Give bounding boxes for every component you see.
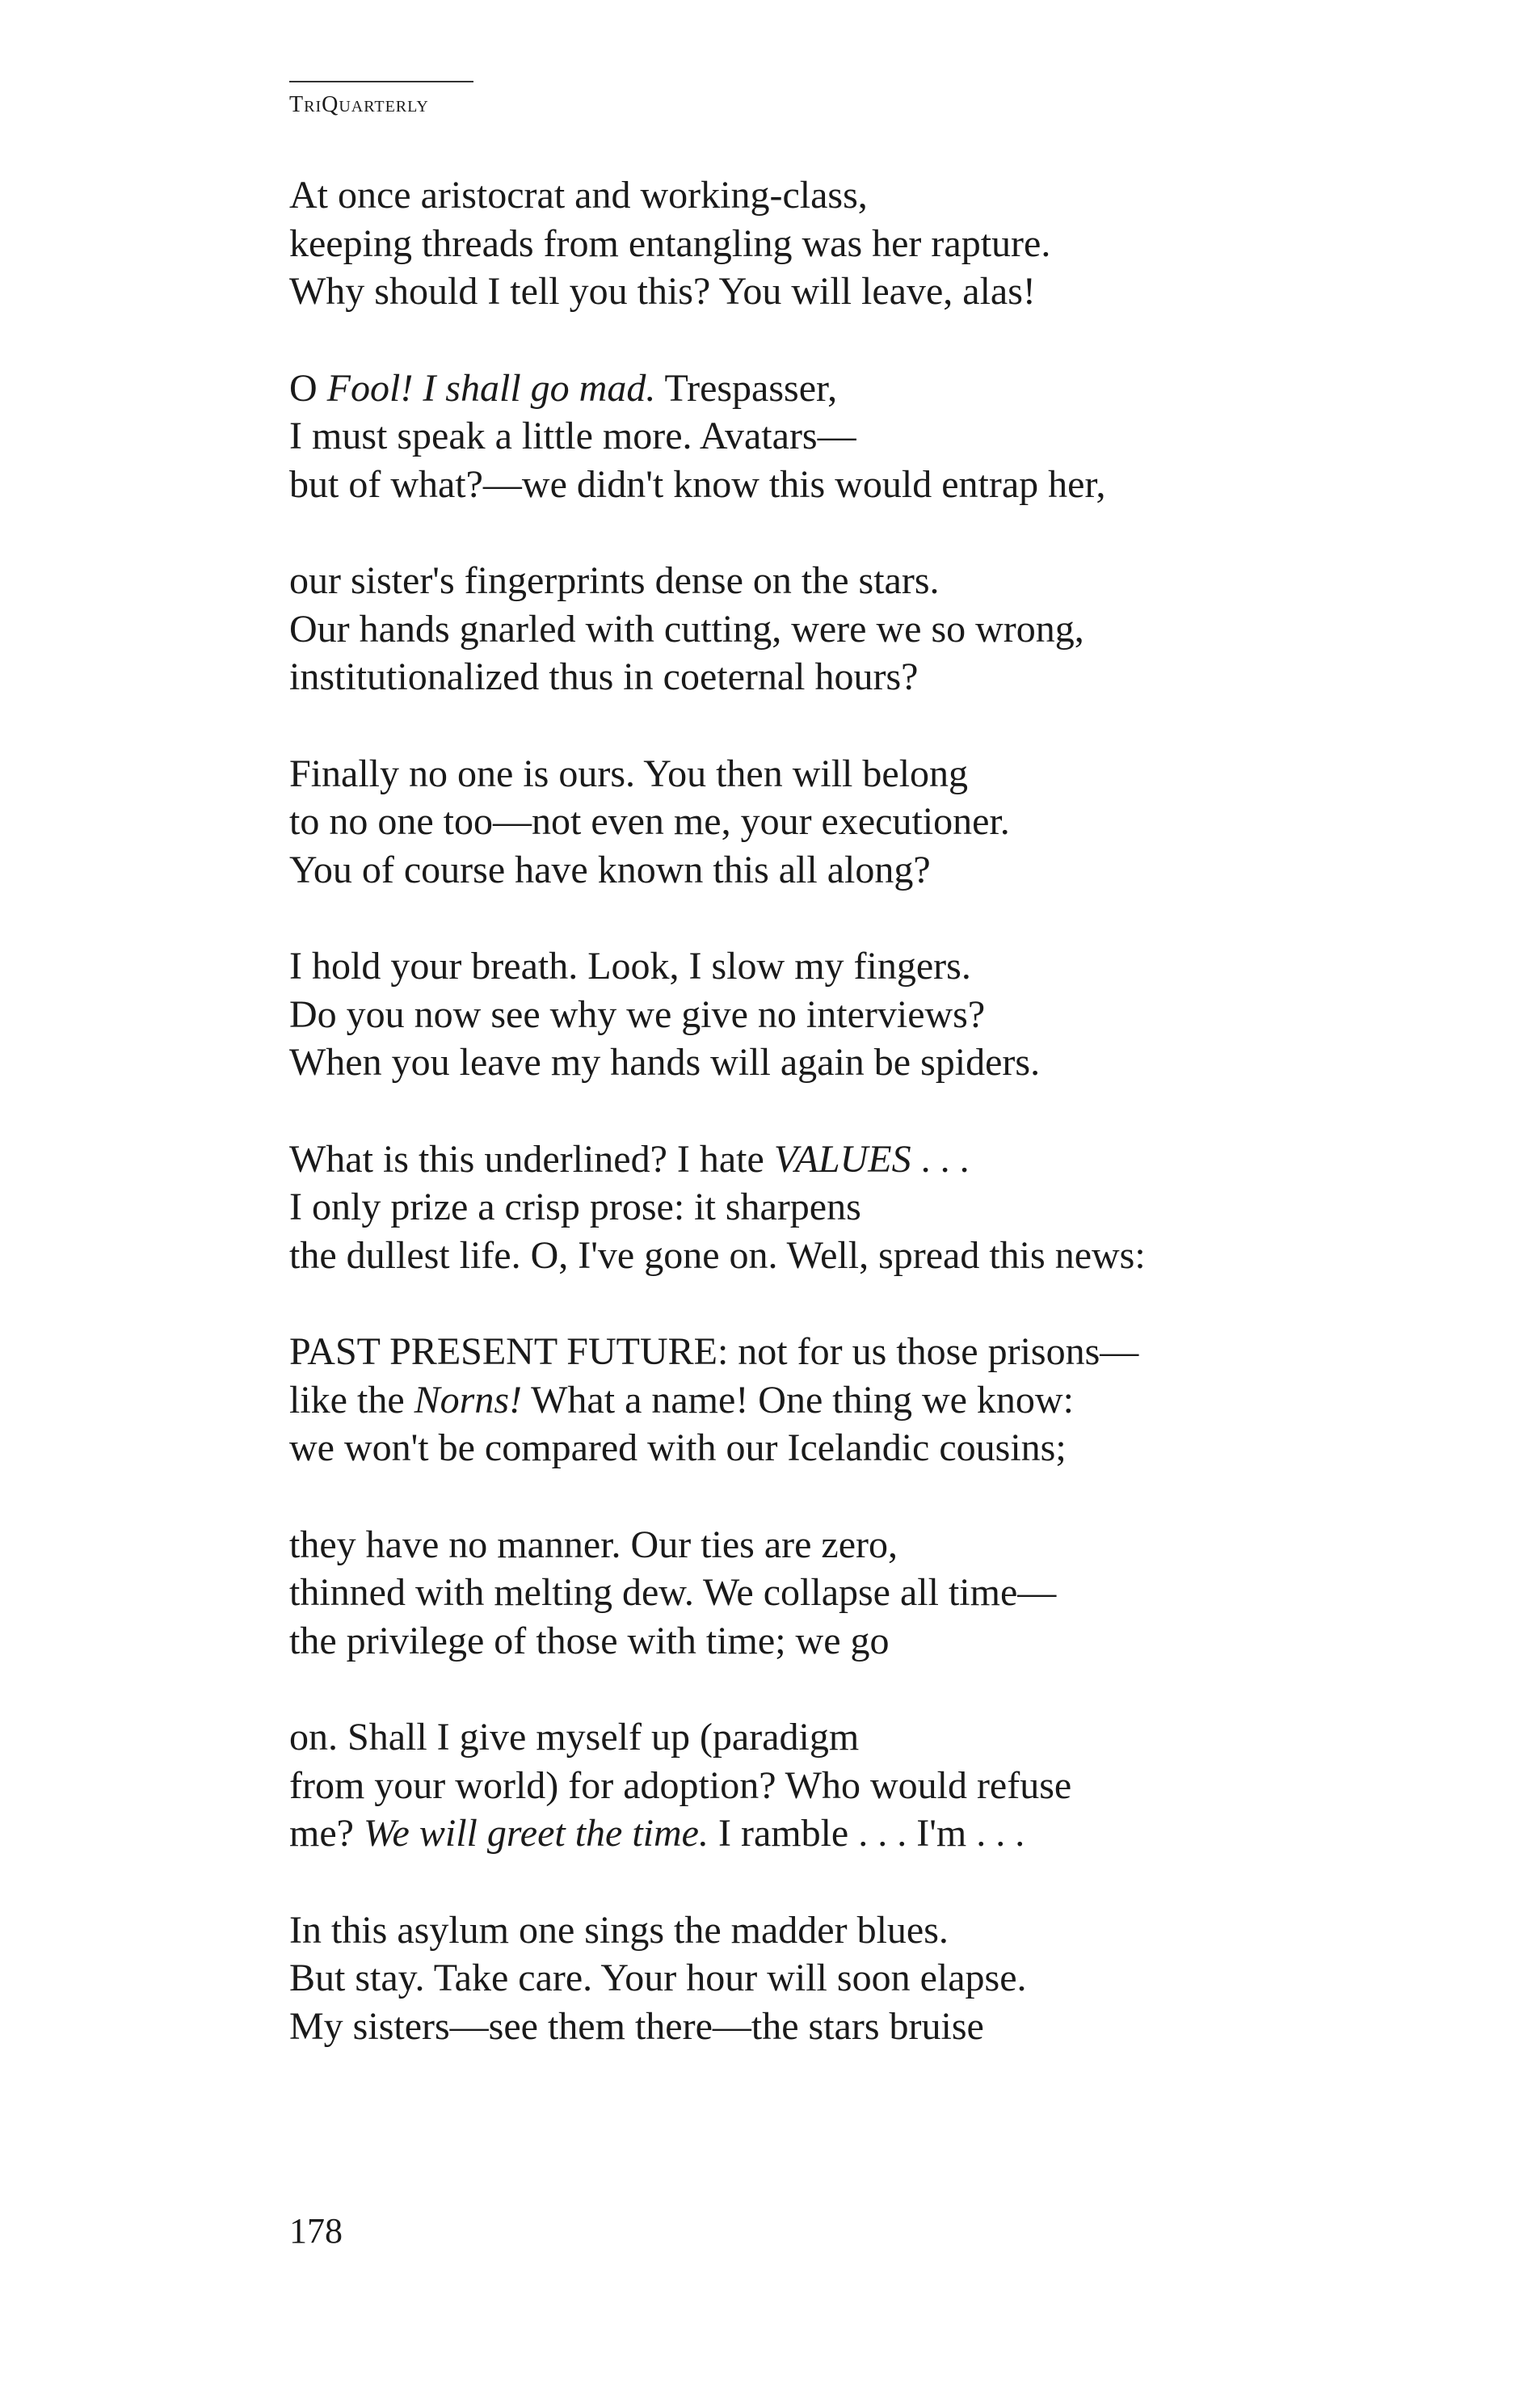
italic-phrase: Fool! I shall go mad. [326,366,656,410]
italic-phrase: VALUES [773,1137,911,1181]
stanza [289,1328,1420,1472]
stanza [289,1713,1420,1858]
poem-line: You of course have known this all along? [289,848,931,891]
poem-line: My sisters—see them there—the stars bruise [289,2004,984,2048]
poem-line: they have no manner. Our ties are zero, [289,1523,898,1566]
poem-line: the privilege of those with time; we go [289,1619,890,1662]
stanza [289,750,1420,895]
poem-line: O Fool! I shall go mad. Trespasser, [289,366,838,410]
poem-line: we won't be compared with our Icelandic cousins; [289,1426,1067,1469]
poem-line: me? We will greet the time. I ramble . . . I'm . . . [289,1812,1025,1855]
poem-line: When you leave my hands will again be spiders. [289,1041,1041,1084]
poem-line: At once aristocrat and working-class, [289,174,868,217]
poem-line: Our hands gnarled with cutting, were we so wrong, [289,607,1084,651]
poem-line: on. Shall I give myself up (paradigm [289,1716,860,1759]
poem-line: Why should I tell you this? You will leave, alas! [289,270,1036,313]
poem-line: keeping threads from entangling was her rapture. [289,221,1051,265]
page-number: 178 [289,2211,343,2251]
poem-line: the dullest life. O, I've gone on. Well, spread this news: [289,1233,1146,1277]
italic-phrase: We will greet the time. [363,1812,709,1855]
stanza [289,942,1420,1087]
stanza [289,1521,1420,1666]
journal-title: TriQuarterly [289,92,429,117]
poem-line: I hold your breath. Look, I slow my fingers. [289,945,971,988]
poem-line: our sister's fingerprints dense on the stars. [289,559,940,602]
poem-line: institutionalized thus in coeternal hours? [289,655,919,698]
stanza [289,1906,1420,2051]
stanza [289,557,1420,701]
poem-line: but of what?—we didn't know this would entrap her, [289,462,1106,506]
stanza [289,1135,1420,1280]
poem-line: Do you now see why we give no interviews? [289,992,986,1036]
italic-phrase: Norns! [414,1378,522,1422]
running-header [289,81,475,118]
poem-line: like the Norns! What a name! One thing we know: [289,1378,1074,1422]
poem-line: Finally no one is ours. You then will belong [289,752,969,795]
poem-line: I must speak a little more. Avatars— [289,415,856,457]
poem-line: to no one too—not even me, your executioner. [289,800,1010,843]
poem-line: PAST PRESENT FUTURE: not for us those prisons— [289,1330,1139,1373]
header-rule [289,81,473,82]
poem-line: from your world) for adoption? Who would refuse [289,1763,1072,1807]
poem-line: thinned with melting dew. We collapse all time— [289,1571,1057,1614]
stanza [289,171,1420,316]
poem-body [289,171,1420,2099]
poem-line: What is this underlined? I hate VALUES . . . [289,1137,970,1181]
poem-line: But stay. Take care. Your hour will soon elapse. [289,1957,1027,1999]
stanza [289,364,1420,509]
poem-line: In this asylum one sings the madder blues. [289,1908,949,1952]
poem-line: I only prize a crisp prose: it sharpens [289,1186,861,1228]
